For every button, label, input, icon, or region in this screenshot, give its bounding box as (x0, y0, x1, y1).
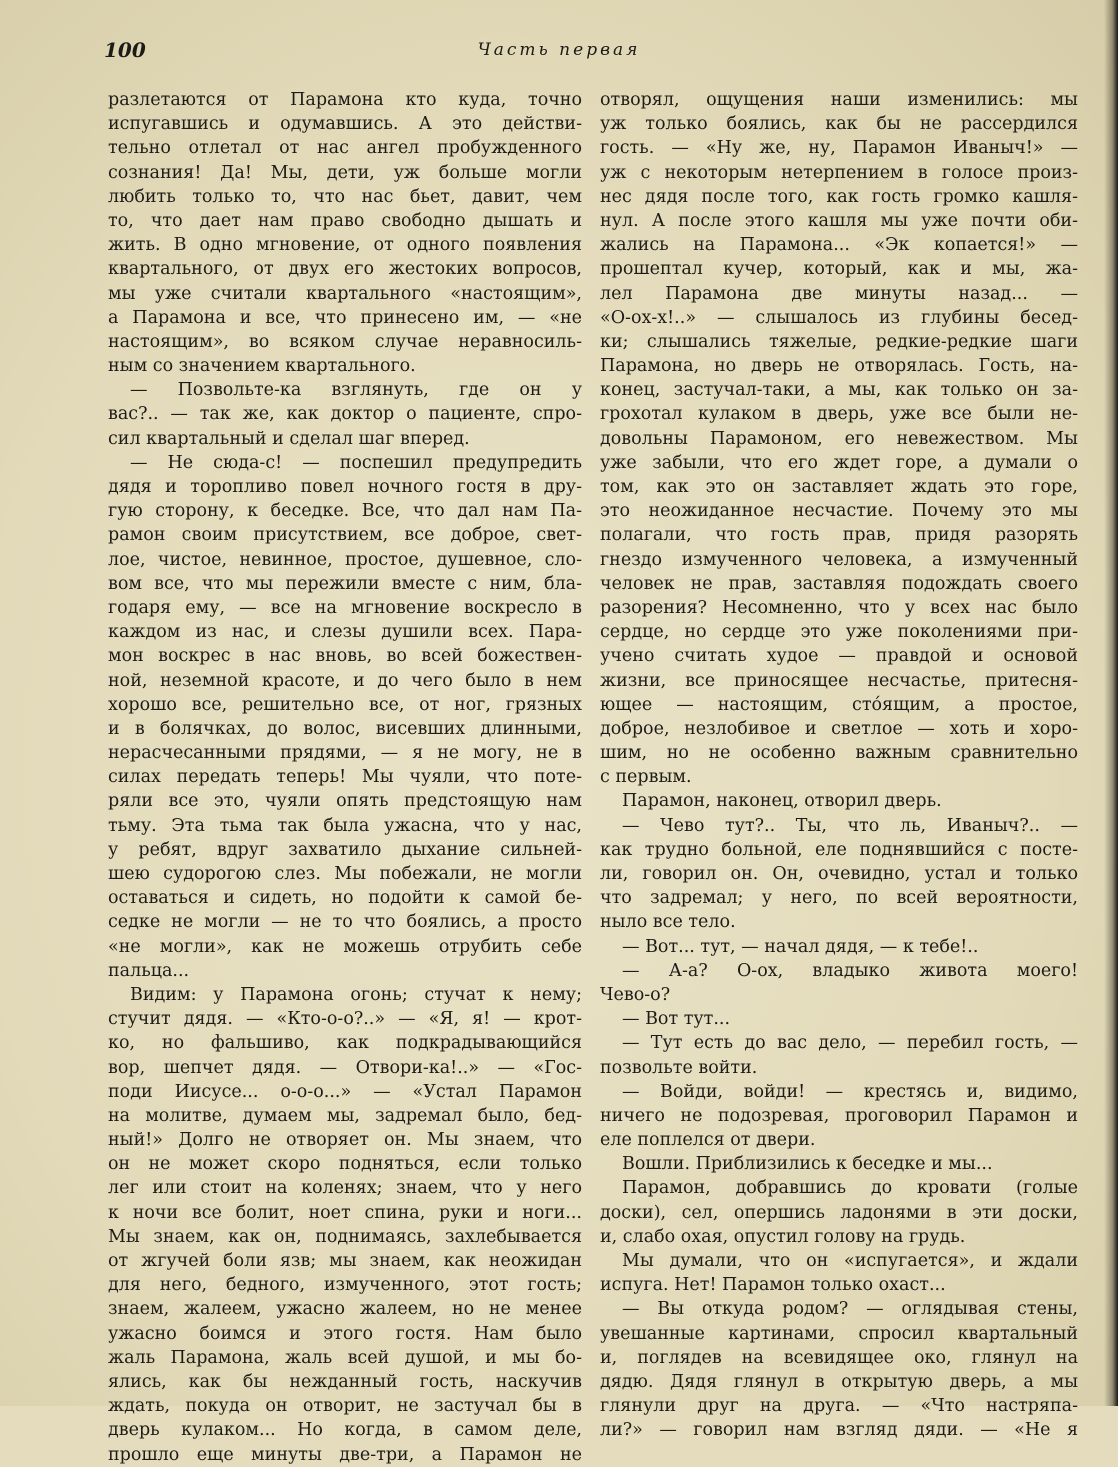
text-line: нерасчесанными прядями, — я не могу, не в (108, 743, 582, 764)
text-line: оставаться и сидеть, но подойти к самой бе- (108, 888, 582, 909)
text-line: дядю. Дядя глянул в открытую дверь, а мы (600, 1371, 1078, 1392)
text-line: а Парамона и все, что принесено им, — «не (108, 307, 582, 328)
page-number: 100 (104, 38, 146, 62)
text-column-left (108, 88, 582, 1465)
text-line: ко, но фальшиво, как подкрадывающийся (108, 1033, 582, 1054)
text-line: ждать, покуда он отворит, не застучал бы в (108, 1396, 582, 1417)
text-line: прошло еще минуты две-три, а Парамон не (108, 1444, 582, 1465)
text-line: — Войди, войди! — крестясь и, видимо, (622, 1081, 1078, 1102)
text-line: Парамон, наконец, отворил дверь. (622, 791, 942, 812)
page-header (0, 38, 1118, 68)
text-line: это неожиданное несчастие. Почему это мы (600, 501, 1078, 522)
text-line: каждом из нас, и слезы душили всех. Пара- (108, 622, 582, 643)
text-line: у ребят, вдруг захватило дыхание сильней- (108, 839, 582, 860)
text-line: грохотал кулаком в дверь, уже все были не- (600, 404, 1078, 425)
text-line: сознания! Да! Мы, дети, уж больше могли (108, 162, 582, 183)
running-head: Часть первая (477, 40, 641, 60)
text-line: лел Парамона две минуты назад... — (600, 283, 1078, 304)
text-line: — Вот тут... (622, 1009, 731, 1030)
text-line: — Не сюда-с! — поспешил предупредить (130, 452, 582, 473)
text-line: гую сторону, к беседке. Все, что дал нам Па- (108, 501, 582, 522)
text-line: нул. А после этого кашля мы уже почти оби- (600, 210, 1078, 231)
text-line: увешанные картинами, спросил квартальный (600, 1323, 1078, 1344)
text-line: пальца... (108, 960, 190, 981)
text-line: жаль Парамона, жаль всей душой, и мы бо- (108, 1347, 582, 1368)
book-spine-shadow (1104, 0, 1118, 1406)
text-line: шим, но не особенно важным сравнительно (600, 743, 1078, 764)
text-line: стучит дядя. — «Кто-о-о?..» — «Я, я! — крот- (108, 1009, 582, 1030)
text-line: и, слабо охая, опустил голову на грудь. (600, 1226, 966, 1247)
text-line: на молитве, думаем мы, задремал было, бед- (108, 1105, 582, 1126)
text-line: квартального, от двух его жестоких вопросов, (108, 259, 582, 280)
text-line: жались на Парамона... «Эк копается!» — (600, 235, 1078, 256)
text-line: поди Иисусе... о-о-о...» — «Устал Парамон (108, 1081, 582, 1102)
text-line: ной, неземной красоте, и до чего было в нем (108, 670, 582, 691)
text-line: ным со значением квартального. (108, 356, 416, 377)
text-column-right (600, 88, 1078, 1441)
text-line: отворял, ощущения наши изменились: мы (600, 90, 1078, 110)
text-line: он не может скоро подняться, если только (108, 1154, 582, 1175)
text-line: довольны Парамоном, его невежеством. Мы (600, 428, 1078, 449)
text-line: Парамона, но дверь не отворялась. Гость, на- (600, 356, 1078, 377)
text-line: — Позвольте-ка взглянуть, где он у (130, 380, 582, 401)
text-line: мон воскрес в нас вновь, во всей божествен- (108, 646, 582, 667)
text-line: ки; слышались тяжелые, редкие-редкие шаги (600, 331, 1078, 352)
text-line: ныло все тело. (600, 912, 736, 933)
text-line: то, что дает нам право свободно дышать и (108, 210, 582, 231)
text-line: хорошо все, решительно все, от ног, грязных (108, 694, 582, 715)
text-line: седке не могли — не то что боялись, а просто (108, 912, 582, 933)
text-line: — Вы откуда родом? — оглядывая стены, (622, 1299, 1078, 1320)
text-line: уж только боялись, как бы не рассердился (600, 114, 1078, 135)
text-line: испуга. Нет! Парамон только охаст... (600, 1275, 946, 1296)
text-line: знаем, жалеем, ужасно жалеем, но не менее (108, 1299, 582, 1320)
text-line: тельно отлетал от нас ангел пробужденного (108, 138, 582, 159)
text-line: — Тут есть до вас дело, — перебил гость, — (622, 1033, 1078, 1054)
text-line: Мы знаем, как он, поднимаясь, захлебывается (108, 1226, 582, 1247)
text-line: полагали, что гость прав, придя разорять (600, 525, 1078, 546)
text-line: рамон своим присутствием, все доброе, свет- (108, 525, 582, 546)
text-line: дядя и торопливо повел ночного гостя в дру- (108, 477, 582, 497)
text-line: Мы думали, что он «испугается», и ждали (622, 1251, 1078, 1271)
text-line: том, как это он заставляет ждать это горе, (600, 477, 1078, 497)
text-line: лег или стоит на коленях; знаем, что у него (108, 1178, 582, 1199)
text-line: сердце, но сердце это уже поколениями при- (600, 622, 1078, 643)
text-line: тьму. Эта тьма так была ужасна, что у нас, (108, 815, 582, 836)
text-line: Парамон, добравшись до кровати (голые (622, 1178, 1078, 1199)
text-line: нес дядя после того, как гость громко кашля- (600, 186, 1078, 207)
text-line: ли, говорил он. Он, очевидно, устал и только (600, 864, 1078, 884)
text-line: глянули друг на друга. — «Что настряпа- (600, 1396, 1078, 1417)
text-line: мы уже считали квартального «настоящим», (108, 283, 582, 304)
text-line: — Вот... тут, — начал дядя, — к тебе!.. (622, 936, 979, 957)
text-line: разорения? Несомненно, что у всех нас было (600, 597, 1078, 618)
text-line: Вошли. Приблизились к беседке и мы... (622, 1154, 993, 1175)
text-line: любить только то, что нас бьет, давит, чем (108, 186, 582, 207)
text-line: — А-а? О-ох, владыко живота моего! (622, 960, 1078, 981)
text-line: ничего не подозревая, проговорил Парамон и (600, 1105, 1078, 1126)
text-line: от жгучей боли язв; мы знаем, как неожидан (108, 1251, 582, 1271)
text-line: конец, застучал-таки, а мы, как только он за- (600, 380, 1078, 401)
text-line: прошептал кучер, который, как и мы, жа- (600, 259, 1078, 280)
text-line: доброе, незлобивое и светлое — хоть и хоро- (600, 718, 1078, 739)
text-line: испугавшись и одумавшись. А это действи- (108, 114, 582, 135)
text-line: Видим: у Парамона огонь; стучат к нему; (130, 984, 582, 1005)
text-line: доски), сел, опершись ладонями в эти доски, (600, 1202, 1078, 1223)
text-line: гнездо измученного человека, а измученный (600, 549, 1078, 570)
text-line: годаря ему, — все на мгновение воскресло в (108, 597, 582, 618)
text-line: к ночи все болит, ноет спина, руки и ноги... (108, 1202, 582, 1223)
text-line: человек не прав, заставляя подождать своего (600, 573, 1078, 594)
text-line: уже забыли, что его ждет горе, а думали о (600, 452, 1078, 473)
text-line: вом все, что мы пережили вместе с ним, бла- (108, 573, 582, 594)
text-line: силах передать теперь! Мы чуяли, что поте- (108, 767, 582, 788)
text-line: и, поглядев на всевидящее око, глянул на (600, 1347, 1078, 1368)
text-line: ный!» Долго не отворяет он. Мы знаем, что (108, 1130, 582, 1151)
text-line: «не могли», как не можешь отрубить себе (108, 936, 582, 957)
text-line: ющее — настоящим, стóящим, а простое, (600, 694, 1078, 715)
text-line: ряли все это, чуяли опять предстоящую нам (108, 791, 582, 812)
text-line: вор, шепчет дядя. — Отвори-ка!..» — «Гос- (108, 1057, 582, 1078)
text-line: с первым. (600, 767, 692, 788)
text-line: шею судорогою слез. Мы побежали, не могли (108, 864, 582, 884)
text-line: учено считать худое — правдой и основой (600, 646, 1078, 667)
text-line: уж с некоторым нетерпением в голосе произ- (600, 162, 1078, 183)
text-line: позвольте войти. (600, 1057, 758, 1078)
text-line: жизни, все приносящее несчастье, притесня- (600, 670, 1078, 691)
text-line: лое, чистое, невинное, простое, душевное, сло- (108, 549, 582, 570)
text-line: ужасно боимся и этого гостя. Нам было (108, 1323, 582, 1344)
text-line: ли?» — говорил нам взгляд дяди. — «Не я (600, 1420, 1078, 1441)
text-line: дверь кулаком... Но когда, в самом деле, (108, 1420, 582, 1441)
text-line: «О-ох-х!..» — слышалось из глубины бесед- (600, 307, 1078, 328)
text-line: и в болячках, до волос, висевших длинными, (108, 718, 582, 739)
text-line: — Чево тут?.. Ты, что ль, Иваныч?.. — (622, 815, 1078, 836)
text-line: ялись, как бы нежданный гость, наскучив (108, 1371, 582, 1392)
text-line: жить. В одно мгновение, от одного появления (108, 235, 582, 256)
text-line: как трудно больной, еле поднявшийся с посте- (600, 839, 1078, 860)
text-line: Чево-о? (600, 984, 671, 1005)
text-line: вас?.. — так же, как доктор о пациенте, спро- (108, 404, 582, 425)
text-line: разлетаются от Парамона кто куда, точно (108, 90, 582, 110)
text-line: еле поплелся от двери. (600, 1130, 816, 1151)
text-line: что задремал; у него, по всей вероятности, (600, 888, 1078, 909)
text-line: для него, бедного, измученного, этот гость; (108, 1275, 582, 1296)
text-line: гость. — «Ну же, ну, Парамон Иваныч!» — (600, 138, 1078, 159)
text-line: сил квартальный и сделал шаг вперед. (108, 428, 470, 449)
text-line: настоящим», во всяком случае неравносиль- (108, 331, 582, 352)
